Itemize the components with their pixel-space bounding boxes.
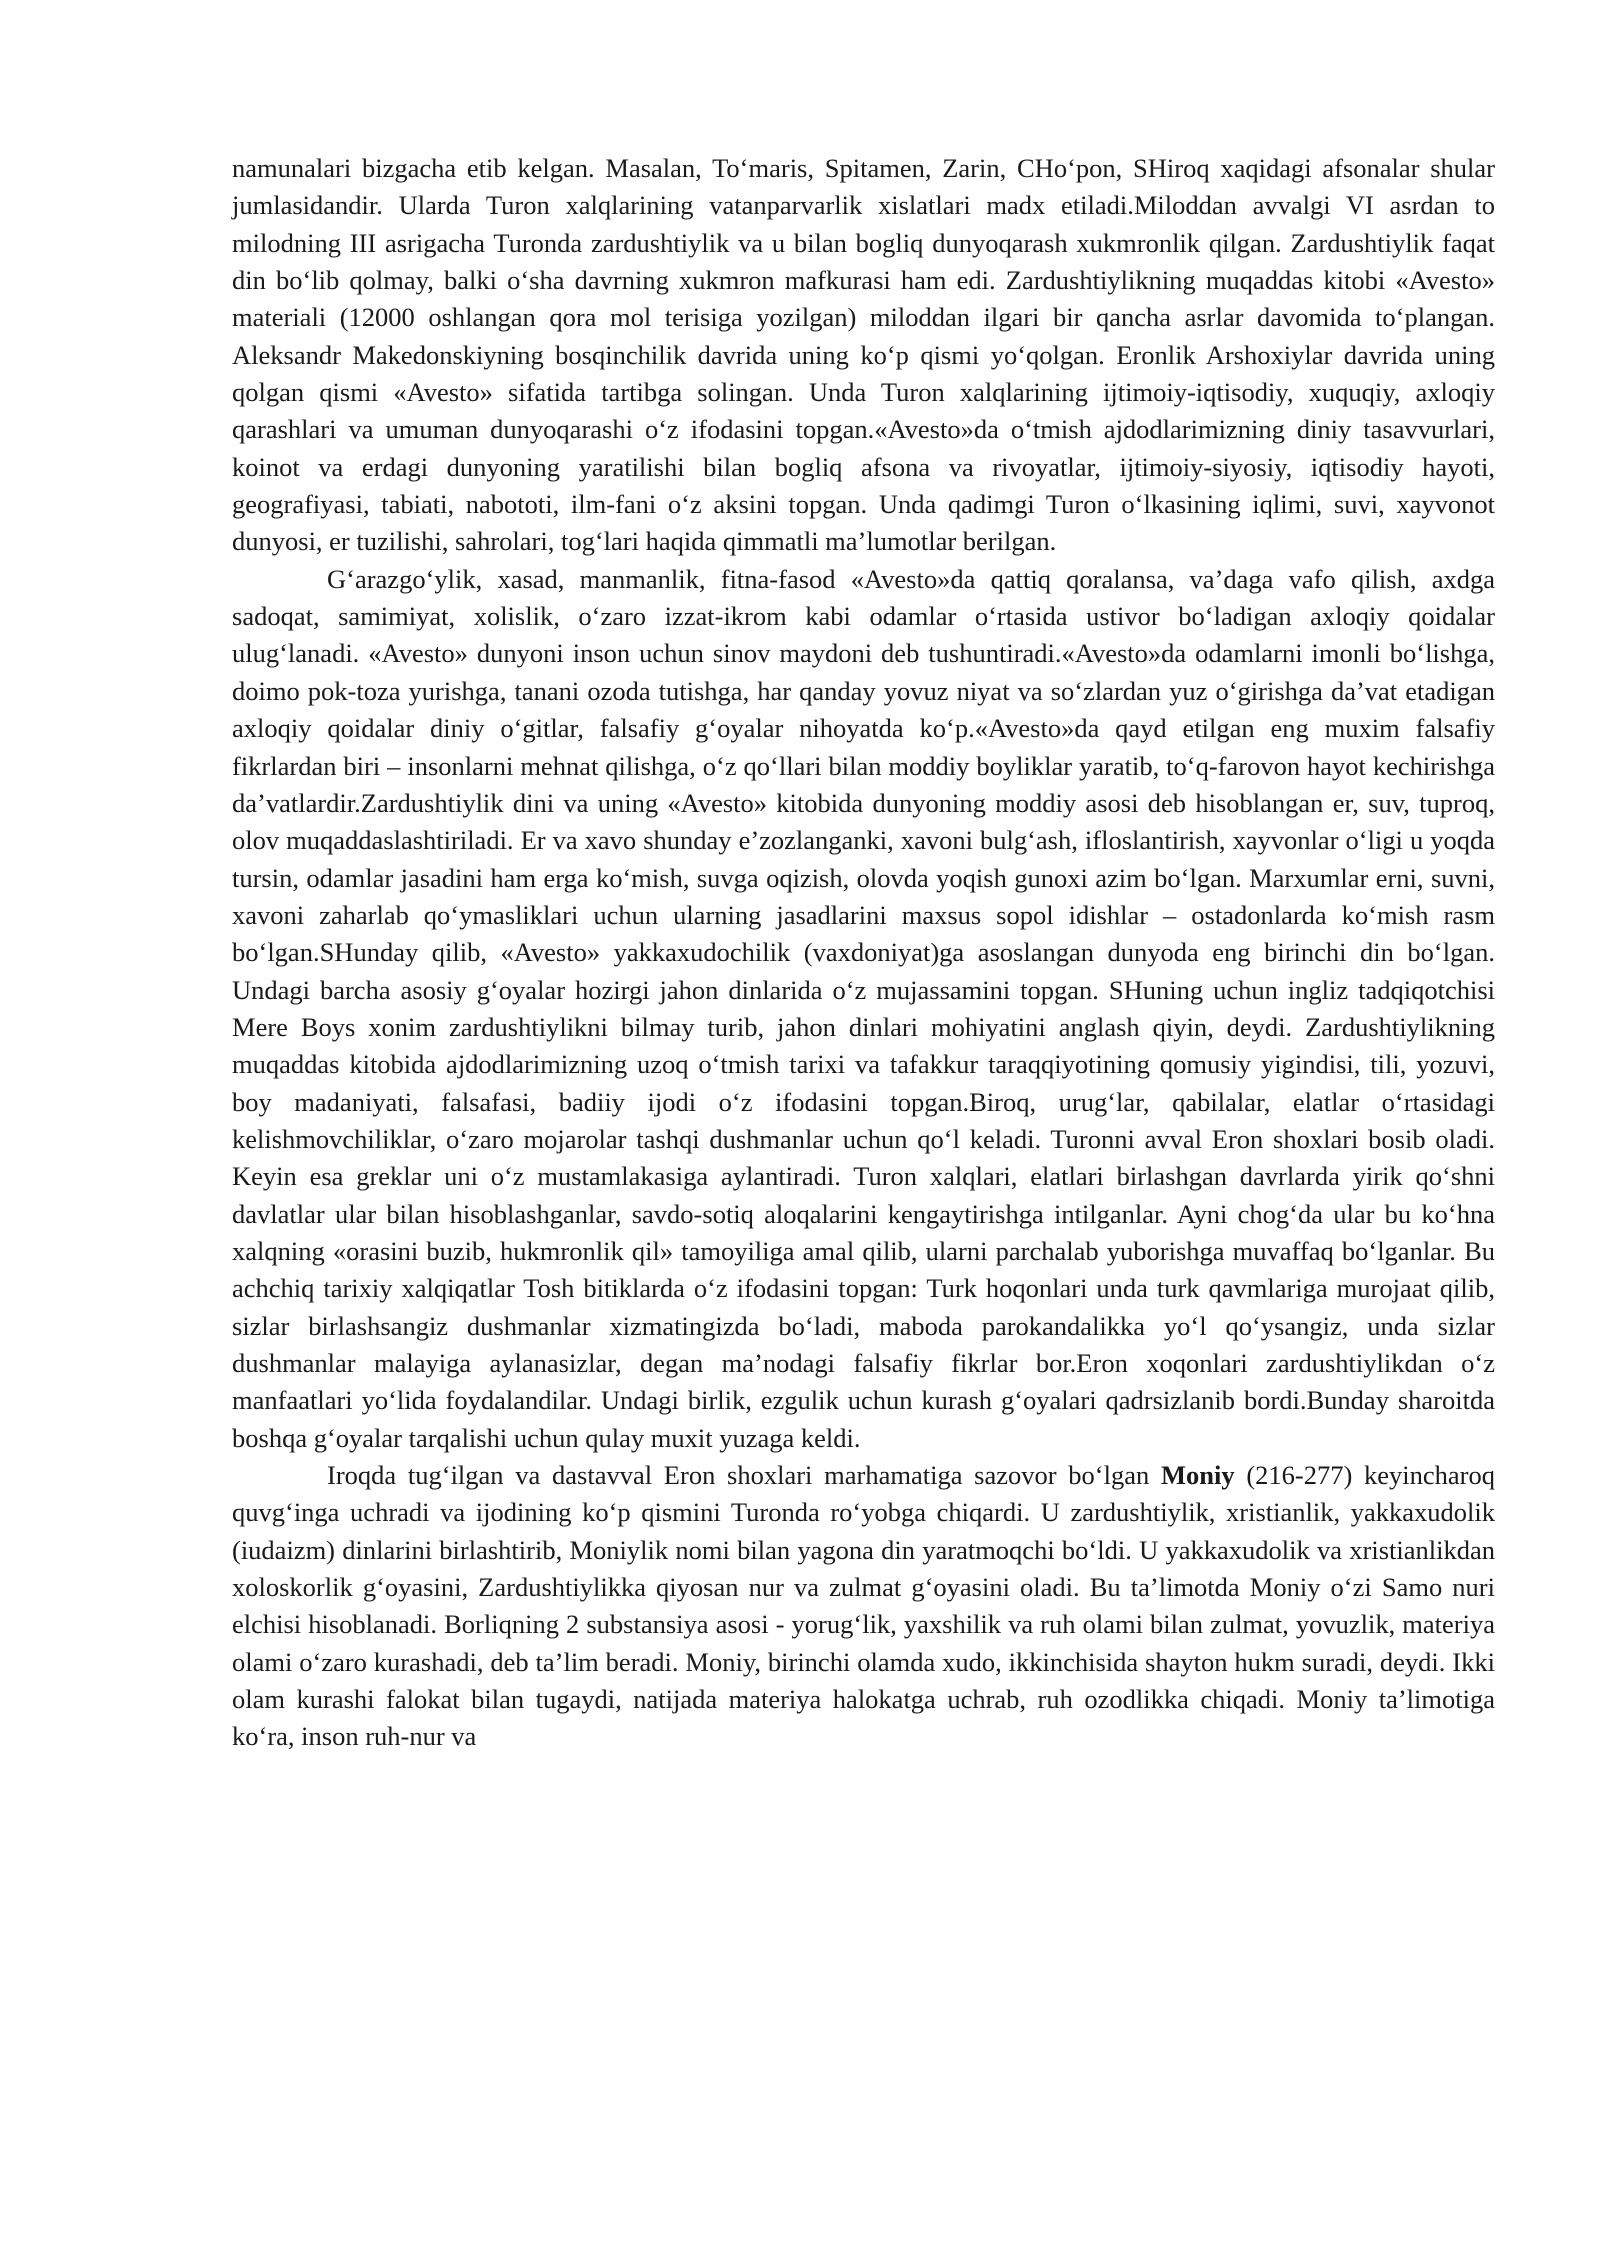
paragraph-avesto-origins: namunalari bizgacha etib kelgan. Masalan, To‘maris, Spitamen, Zarin, CHo‘pon, SHiroq xaqidagi afsonalar shular jumlasidandir. Ularda Turon xalqlarining vatanparvarlik xislatlari madx etiladi.Miloddan avvalgi VI asrdan to milodning III asrigacha Turonda zardushtiylik va u bilan bogliq dunyoqarash xukmronlik qilgan. Zardushtiylik faqat din bo‘lib qolmay, balki o‘sha davrning xukmron mafkurasi ham edi. Zardushtiylikning muqaddas kitobi «Avesto» materiali (12000 oshlangan qora mol terisiga yozilgan) miloddan ilgari bir qancha asrlar davomida to‘plangan. Aleksandr Makedonskiyning bosqinchilik davrida uning ko‘p qismi yo‘qolgan. Eronlik Arshoxiylar davrida uning qolgan qismi «Avesto» sifatida tartibga solingan. Unda Turon xalqlarining ijtimoiy-iqtisodiy, xuquqiy, axloqiy qarashlari va umuman dunyoqarashi o‘z ifodasini topgan.«Avesto»da o‘tmish ajdodlarimizning diniy tasavvurlari, koinot va erdagi dunyoning yaratilishi bilan bogliq afsona va rivoyatlar, ijtimoiy-siyosiy, iqtisodiy hayoti, geografiyasi, tabiati, nabototi, ilm-fani o‘z aksini topgan. Unda qadimgi Turon o‘lkasining iqlimi, suvi, xayvonot dunyosi, er tuzilishi, sahrolari, tog‘lari haqida qimmatli ma’lumotlar berilgan. bbox=[232, 153, 1495, 557]
paragraph-manichaeism bbox=[232, 1457, 1495, 1756]
paragraph-manichaeism-suffix: (216-277) keyincharoq quvg‘inga uchradi va ijodining ko‘p qismini Turonda ro‘yobga chiqardi. U zardushtiylik, xristianlik, yakkaxudolik (iudaizm) dinlarini birlashtirib, Moniylik nomi bilan yagona din yaratmoqchi bo‘ldi. U yakkaxudolik va xristianlikdan xoloskorlik g‘oyasini, Zardushtiylikka qiyosan nur va zulmat g‘oyasini oladi. Bu ta’limotda Moniy o‘zi Samo nuri elchisi hisoblanadi. Borliqning 2 substansiya asosi - yorug‘lik, yaxshilik va ruh olami bilan zulmat, yovuzlik, materiya olami o‘zaro kurashadi, deb ta’lim beradi. Moniy, birinchi olamda xudo, ikkinchisida shayton hukm suradi, deydi. Ikki olam kurashi falokat bilan tugaydi, natijada materiya halokatga uchrab, ruh ozodlikka chiqadi. Moniy ta’limotiga ko‘ra, inson ruh-nur va bbox=[232, 1460, 1495, 1752]
bold-term-moniy: Moniy bbox=[1160, 1460, 1235, 1491]
paragraph-manichaeism-prefix: Iroqda tug‘ilgan va dastavval Eron shoxlari marhamatiga sazovor bo‘lgan bbox=[327, 1460, 1161, 1491]
paragraph-avesto-ethics: G‘arazgo‘ylik, xasad, manmanlik, fitna-fasod «Avesto»da qattiq qoralansa, va’daga vafo qilish, axdga sadoqat, samimiyat, xolislik, o‘zaro izzat-ikrom kabi odamlar o‘rtasida ustivor bo‘ladigan axloqiy qoidalar ulug‘lanadi. «Avesto» dunyoni inson uchun sinov maydoni deb tushuntiradi.«Avesto»da odamlarni imonli bo‘lishga, doimo pok-toza yurishga, tanani ozoda tutishga, har qanday yovuz niyat va so‘zlardan yuz o‘girishga da’vat etadigan axloqiy qoidalar diniy o‘gitlar, falsafiy g‘oyalar nihoyatda ko‘p.«Avesto»da qayd etilgan eng muxim falsafiy fikrlardan biri – insonlarni mehnat qilishga, o‘z qo‘llari bilan moddiy boyliklar yaratib, to‘q-farovon hayot kechirishga da’vatlardir.Zardushtiylik dini va uning «Avesto» kitobida dunyoning moddiy asosi deb hisoblangan er, suv, tuproq, olov muqaddaslashtiriladi. Er va xavo shunday e’zozlanganki, xavoni bulg‘ash, ifloslantirish, xayvonlar o‘ligi u yoqda tursin, odamlar jasadini ham erga ko‘mish, suvga oqizish, olovda yoqish gunoxi azim bo‘lgan. Marxumlar erni, suvni, xavoni zaharlab qo‘ymasliklari uchun ularning jasadlarini maxsus sopol idishlar – ostadonlarda ko‘mish rasm bo‘lgan.SHunday qilib, «Avesto» yakkaxudochilik (vaxdoniyat)ga asoslangan dunyoda eng birinchi din bo‘lgan. Undagi barcha asosiy g‘oyalar hozirgi jahon dinlarida o‘z mujassamini topgan. SHuning uchun ingliz tadqiqotchisi Mere Boys xonim zardushtiylikni bilmay turib, jahon dinlari mohiyatini anglash qiyin, deydi. Zardushtiylikning muqaddas kitobida ajdodlarimizning uzoq o‘tmish tarixi va tafakkur taraqqiyotining qomusiy yigindisi, tili, yozuvi, boy madaniyati, falsafasi, badiiy ijodi o‘z ifodasini topgan.Biroq, urug‘lar, qabilalar, elatlar o‘rtasidagi kelishmovchiliklar, o‘zaro mojarolar tashqi dushmanlar uchun qo‘l keladi. Turonni avval Eron shoxlari bosib oladi. Keyin esa greklar uni o‘z mustamlakasiga aylantiradi. Turon xalqlari, elatlari birlashgan davrlarda yirik qo‘shni davlatlar ular bilan hisoblashganlar, savdo-sotiq aloqalarini kengaytirishga intilganlar. Ayni chog‘da ular bu ko‘hna xalqning «orasini buzib, hukmronlik qil» tamoyiliga amal qilib, ularni parchalab yuborishga muvaffaq bo‘lganlar. Bu achchiq tarixiy xalqiqatlar Tosh bitiklarda o‘z ifodasini topgan: Turk hoqonlari unda turk qavmlariga murojaat qilib, sizlar birlashsangiz dushmanlar xizmatingizda bo‘ladi, maboda parokandalikka yo‘l qo‘ysangiz, unda sizlar dushmanlar malayiga aylanasizlar, degan ma’nodagi falsafiy fikrlar bor.Eron xoqonlari zardushtiylikdan o‘z manfaatlari yo‘lida foydalandilar. Undagi birlik, ezgulik uchun kurash g‘oyalari qadrsizlanib bordi.Bunday sharoitda boshqa g‘oyalar tarqalishi uchun qulay muxit yuzaga keldi. bbox=[232, 563, 1495, 1453]
document-page bbox=[232, 150, 1495, 1756]
